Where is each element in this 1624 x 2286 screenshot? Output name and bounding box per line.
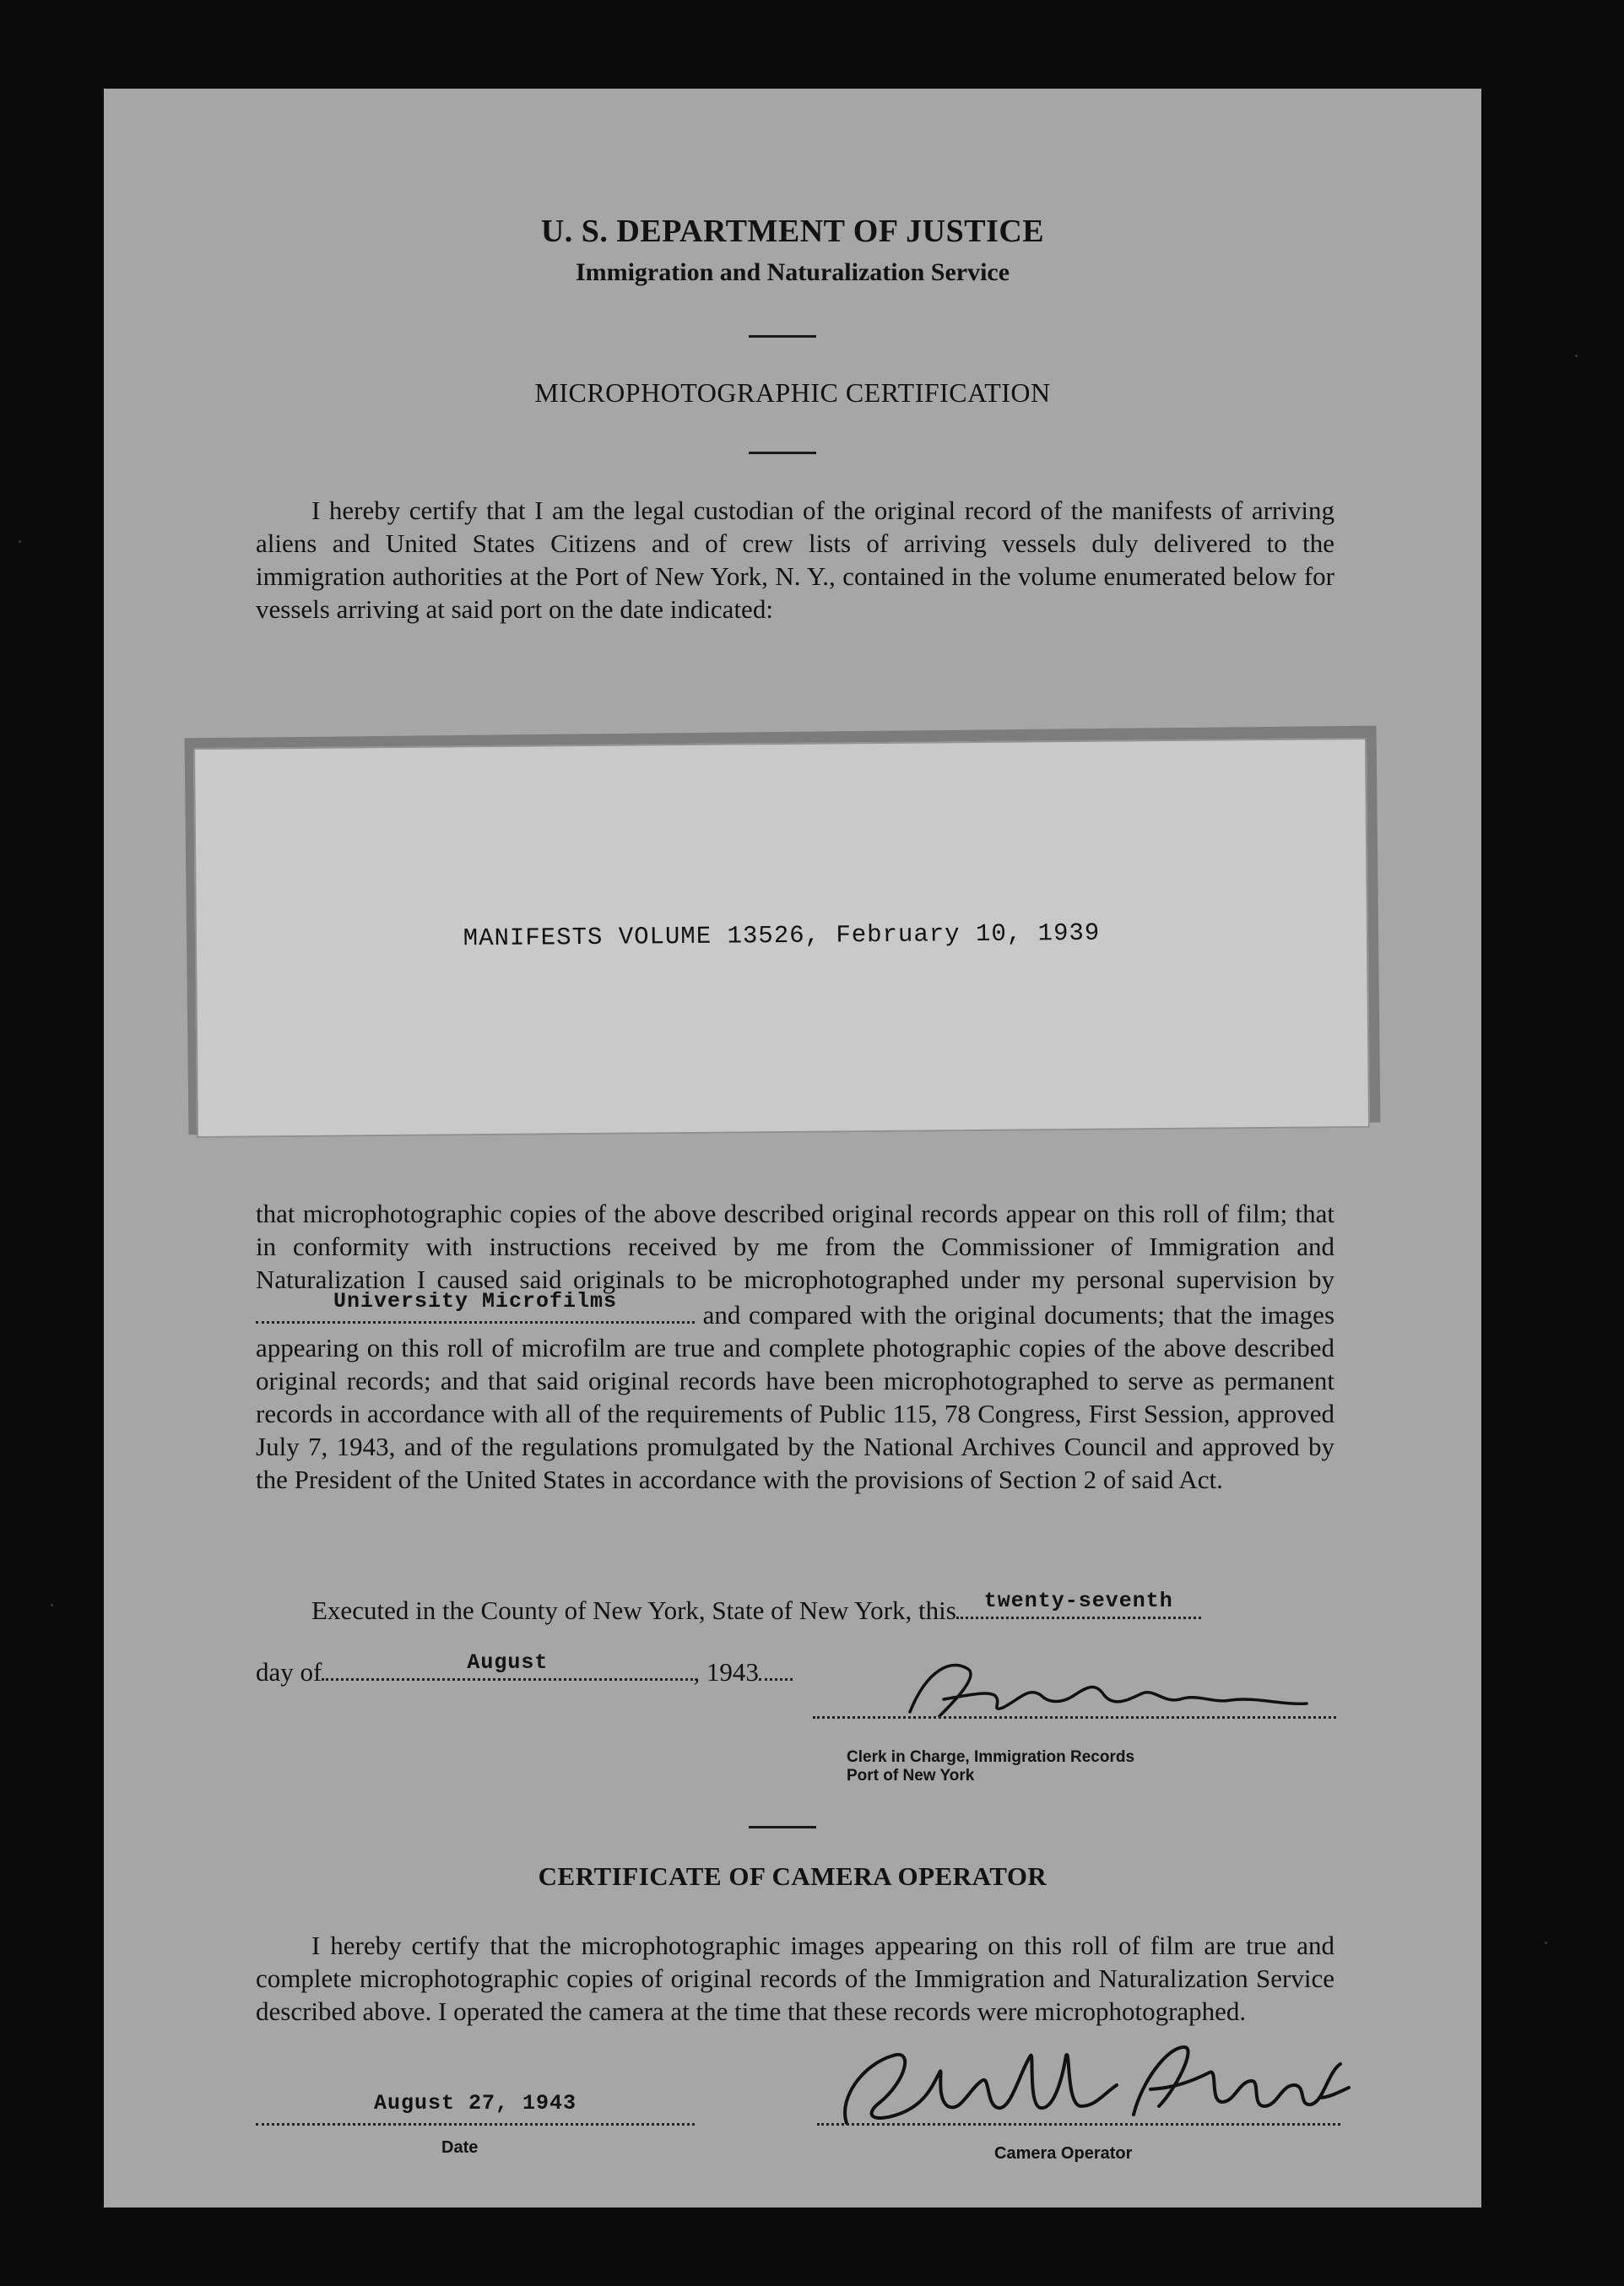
year-value: , 1943 <box>693 1657 759 1687</box>
body-text-part2: and compared with the original documents; that the images appearing on this roll of microfilm are true and complete photographic copies of the above described original records; and that said original records have been microphotographed to serve as permanent records in accordance with all of the requirements of Public 115, 78 Congress, First Session, approved July 7, 1943, and of the regulations promulgated by the National Archives Council and approved by the President of the United States in accordance with the provisions of Section 2 of said Act. <box>256 1300 1335 1494</box>
executed-prefix: Executed in the County of New York, State of New York, this <box>311 1595 956 1625</box>
date-caption: Date <box>441 2138 479 2157</box>
camera-operator-heading: CERTIFICATE OF CAMERA OPERATOR <box>538 1861 1047 1891</box>
divider <box>749 452 816 454</box>
volume-text: MANIFESTS VOLUME 13526, February 10, 1939 <box>463 918 1101 953</box>
executed-day-field <box>956 1591 1201 1619</box>
intro-paragraph: I hereby certify that I am the legal custodian of the original record of the manifests of arriving aliens and United States Citizens and of crew lists of arriving vessels duly delivered to the immigration authorities at the Port of New York, N. Y., contained in the volume enumerated below for vessels arriving at said port on the date indicated: <box>256 496 1334 624</box>
camera-operator-paragraph: I hereby certify that the microphotographic images appearing on this roll of film are true and complete microphotographic copies of original records of the Immigration and Naturalization Service described above. I operated the camera at the time that these records were microphotographed. <box>256 1931 1334 2026</box>
certification-heading: MICROPHOTOGRAPHIC CERTIFICATION <box>534 377 1051 408</box>
operator-signature-line <box>817 2123 1340 2126</box>
year-dots <box>759 1653 793 1681</box>
certificate-date-value: August 27, 1943 <box>373 2091 577 2115</box>
service-subtitle: Immigration and Naturalization Service <box>575 258 1010 286</box>
volume-slip <box>193 738 1370 1138</box>
month-field <box>322 1650 693 1681</box>
camera-operator-signature <box>813 2022 1353 2140</box>
clerk-caption-port: Port of New York <box>847 1767 975 1785</box>
month-value: August <box>467 1650 549 1675</box>
body-paragraph <box>256 1197 1334 1496</box>
certificate-page <box>104 89 1481 2207</box>
operator-caption: Camera Operator <box>994 2144 1133 2163</box>
film-speck <box>1545 1942 1547 1944</box>
supervisor-field <box>256 1289 695 1324</box>
day-of-line <box>256 1650 793 1687</box>
clerk-caption <box>847 1748 1134 1785</box>
clerk-signature-line <box>813 1716 1336 1719</box>
film-speck <box>19 540 21 543</box>
executed-line <box>311 1591 1201 1626</box>
day-of-label: day of <box>256 1657 322 1687</box>
film-speck <box>1575 355 1578 357</box>
supervisor-value: University Microfilms <box>333 1289 618 1314</box>
divider <box>749 335 816 338</box>
film-speck <box>51 1604 53 1606</box>
executed-day-value: twenty-seventh <box>983 1589 1173 1613</box>
department-title: U. S. DEPARTMENT OF JUSTICE <box>540 214 1045 249</box>
body-text-part1: that microphotographic copies of the above described original records appear on this roll of film; that in conformity with instructions received by me from the Commissioner of Immigration and Naturalization I caused said originals to be microphotographed under my personal supervision by <box>256 1199 1334 1294</box>
date-line <box>256 2123 695 2126</box>
divider <box>749 1826 816 1828</box>
clerk-caption-title: Clerk in Charge, Immigration Records <box>847 1748 1135 1766</box>
